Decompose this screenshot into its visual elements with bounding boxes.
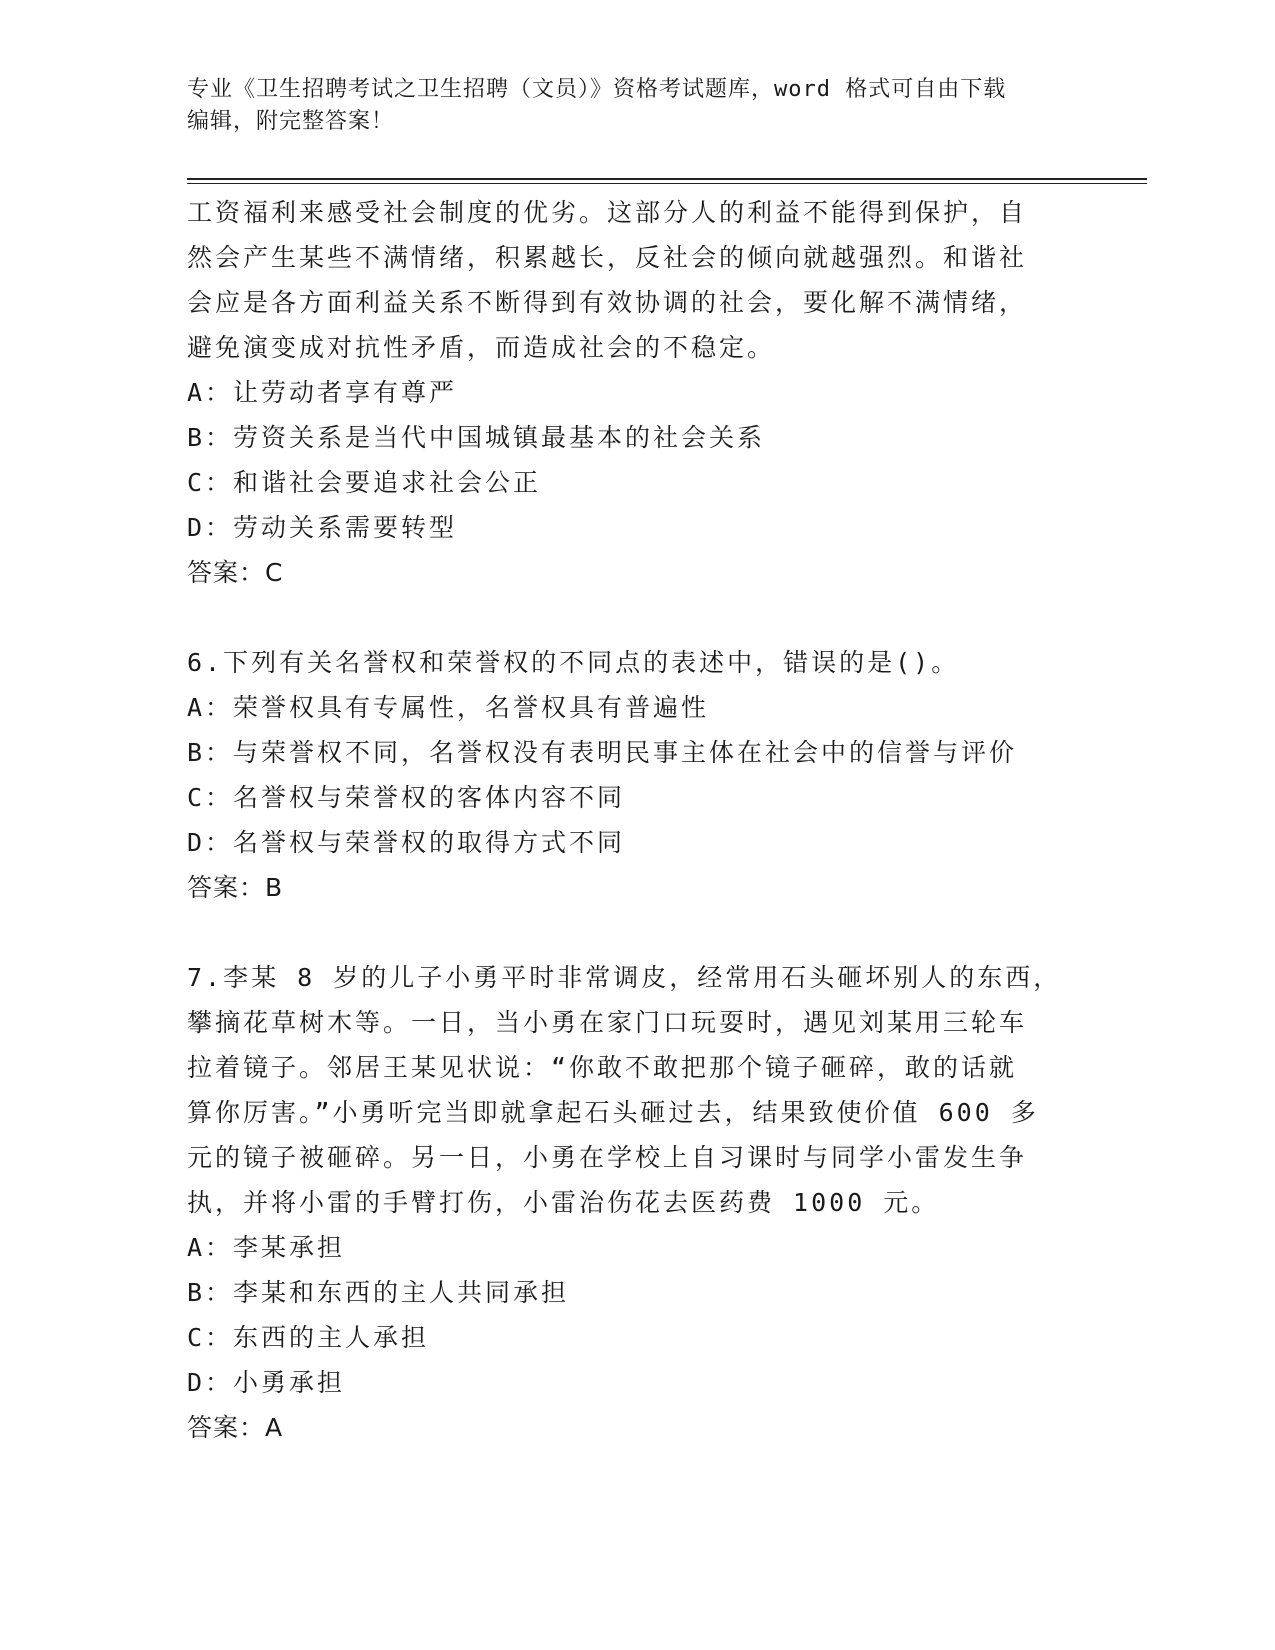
question-stem-line: 6.下列有关名誉权和荣誉权的不同点的表述中，错误的是()。 <box>187 648 960 677</box>
option-c: C：东西的主人承担 <box>187 1323 430 1352</box>
option-d: D：劳动关系需要转型 <box>187 513 458 542</box>
question-7-block <box>187 955 1067 1450</box>
document-header <box>187 74 1067 138</box>
option-a: A：让劳动者享有尊严 <box>187 378 458 407</box>
question-6-block <box>187 640 1067 910</box>
question-stem-line: 拉着镜子。邻居王某见状说：“你敢不敢把那个镜子砸碎，敢的话就 <box>187 1053 1018 1082</box>
spacer <box>187 910 1067 955</box>
question-stem-line: 避免演变成对抗性矛盾，而造成社会的不稳定。 <box>187 333 776 362</box>
spacer <box>187 595 1067 640</box>
header-rule-thick <box>187 178 1147 180</box>
header-line-1: 专业《卫生招聘考试之卫生招聘（文员）》资格考试题库，word 格式可自由下载 <box>187 77 1007 102</box>
header-line-2: 编辑，附完整答案！ <box>187 109 395 134</box>
option-a: A：李某承担 <box>187 1233 346 1262</box>
answer-line: 答案：C <box>187 558 284 587</box>
answer-line: 答案：B <box>187 873 284 902</box>
question-stem-line: 算你厉害。”小勇听完当即就拿起石头砸过去，结果致使价值 600 多 <box>187 1098 1039 1127</box>
question-stem-line: 7.李某 8 岁的儿子小勇平时非常调皮，经常用石头砸坏别人的东西， <box>187 963 1062 992</box>
option-d: D：小勇承担 <box>187 1368 346 1397</box>
question-5-block <box>187 190 1067 595</box>
question-stem-line: 执，并将小雷的手臂打伤，小雷治伤花去医药费 1000 元。 <box>187 1188 940 1217</box>
option-c: C：名誉权与荣誉权的客体内容不同 <box>187 783 626 812</box>
header-rule-thin <box>187 183 1147 184</box>
option-d: D：名誉权与荣誉权的取得方式不同 <box>187 828 626 857</box>
option-a: A：荣誉权具有专属性，名誉权具有普遍性 <box>187 693 710 722</box>
option-b: B：与荣誉权不同，名誉权没有表明民事主体在社会中的信誉与评价 <box>187 738 1018 767</box>
option-b: B：李某和东西的主人共同承担 <box>187 1278 570 1307</box>
document-body <box>187 190 1067 1450</box>
question-stem-line: 工资福利来感受社会制度的优劣。这部分人的利益不能得到保护，自 <box>187 198 1028 227</box>
question-stem-line: 然会产生某些不满情绪，积累越长，反社会的倾向就越强烈。和谐社 <box>187 243 1028 272</box>
option-c: C：和谐社会要追求社会公正 <box>187 468 542 497</box>
question-stem-line: 会应是各方面利益关系不断得到有效协调的社会，要化解不满情绪， <box>187 288 1028 317</box>
option-b: B：劳资关系是当代中国城镇最基本的社会关系 <box>187 423 766 452</box>
question-stem-line: 元的镜子被砸碎。另一日，小勇在学校上自习课时与同学小雷发生争 <box>187 1143 1028 1172</box>
answer-line: 答案：A <box>187 1413 284 1442</box>
question-stem-line: 攀摘花草树木等。一日，当小勇在家门口玩耍时，遇见刘某用三轮车 <box>187 1008 1028 1037</box>
